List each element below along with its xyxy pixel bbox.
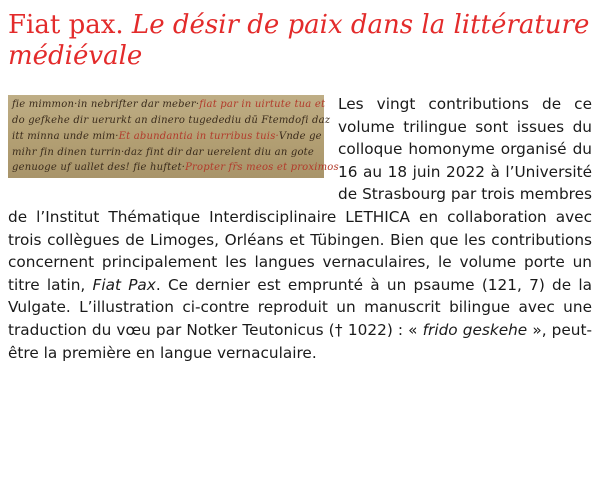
vernacular-quote: frido geskehe [422, 320, 528, 339]
article-body [8, 93, 592, 364]
manuscript-line: do gefkehe dir uerurkt an dinero tugedediu dū Ftemdofi daz [12, 115, 331, 126]
manuscript-line: genuoge uf uallet des! fie huftet·Propter fr̄s meos et proximos [12, 162, 339, 173]
article-paragraph: Les vingt contributions de ce volume trilingue sont issues du colloque homonyme organisé du 16 au 18 juin 2022 à l’Université de Strasbourg par trois membres de l’Institut Thématique Interdisciplinaire LETHICA en collaboration avec trois collègues de Limoges, Orléans et Tübingen. Bien que les contributions concernent principalement les langues vernaculaires, le volume porte un titre latin, Fiat Pax. Ce dernier est emprunté à un psaume (121, 7) de la Vulgate. L’illustration ci-contre reproduit un manuscrit bilingue avec une traduction du vœu par Notker Teutonicus († 1022) : « frido geskehe », peut-être la première en langue vernaculaire. [8, 95, 593, 362]
title-italic: Le désir de paix dans la littérature médiévale [8, 10, 590, 71]
manuscript-line: itt minna unde mim·Et abundantia in turribus tuis·Vnde ge [12, 131, 322, 142]
article-title [8, 10, 592, 72]
manuscript-line: fie mimmon·in nebrifter dar meber·fiat par in uirtute tua et [12, 99, 326, 110]
title-roman: Fiat pax. [8, 10, 124, 40]
article [8, 10, 592, 364]
manuscript-line: mihr fin dinen turrin·daz fint dir dar uerelent diu an gote [12, 147, 315, 158]
manuscript-illustration [8, 95, 339, 178]
title-latin: Fiat Pax [92, 275, 156, 294]
